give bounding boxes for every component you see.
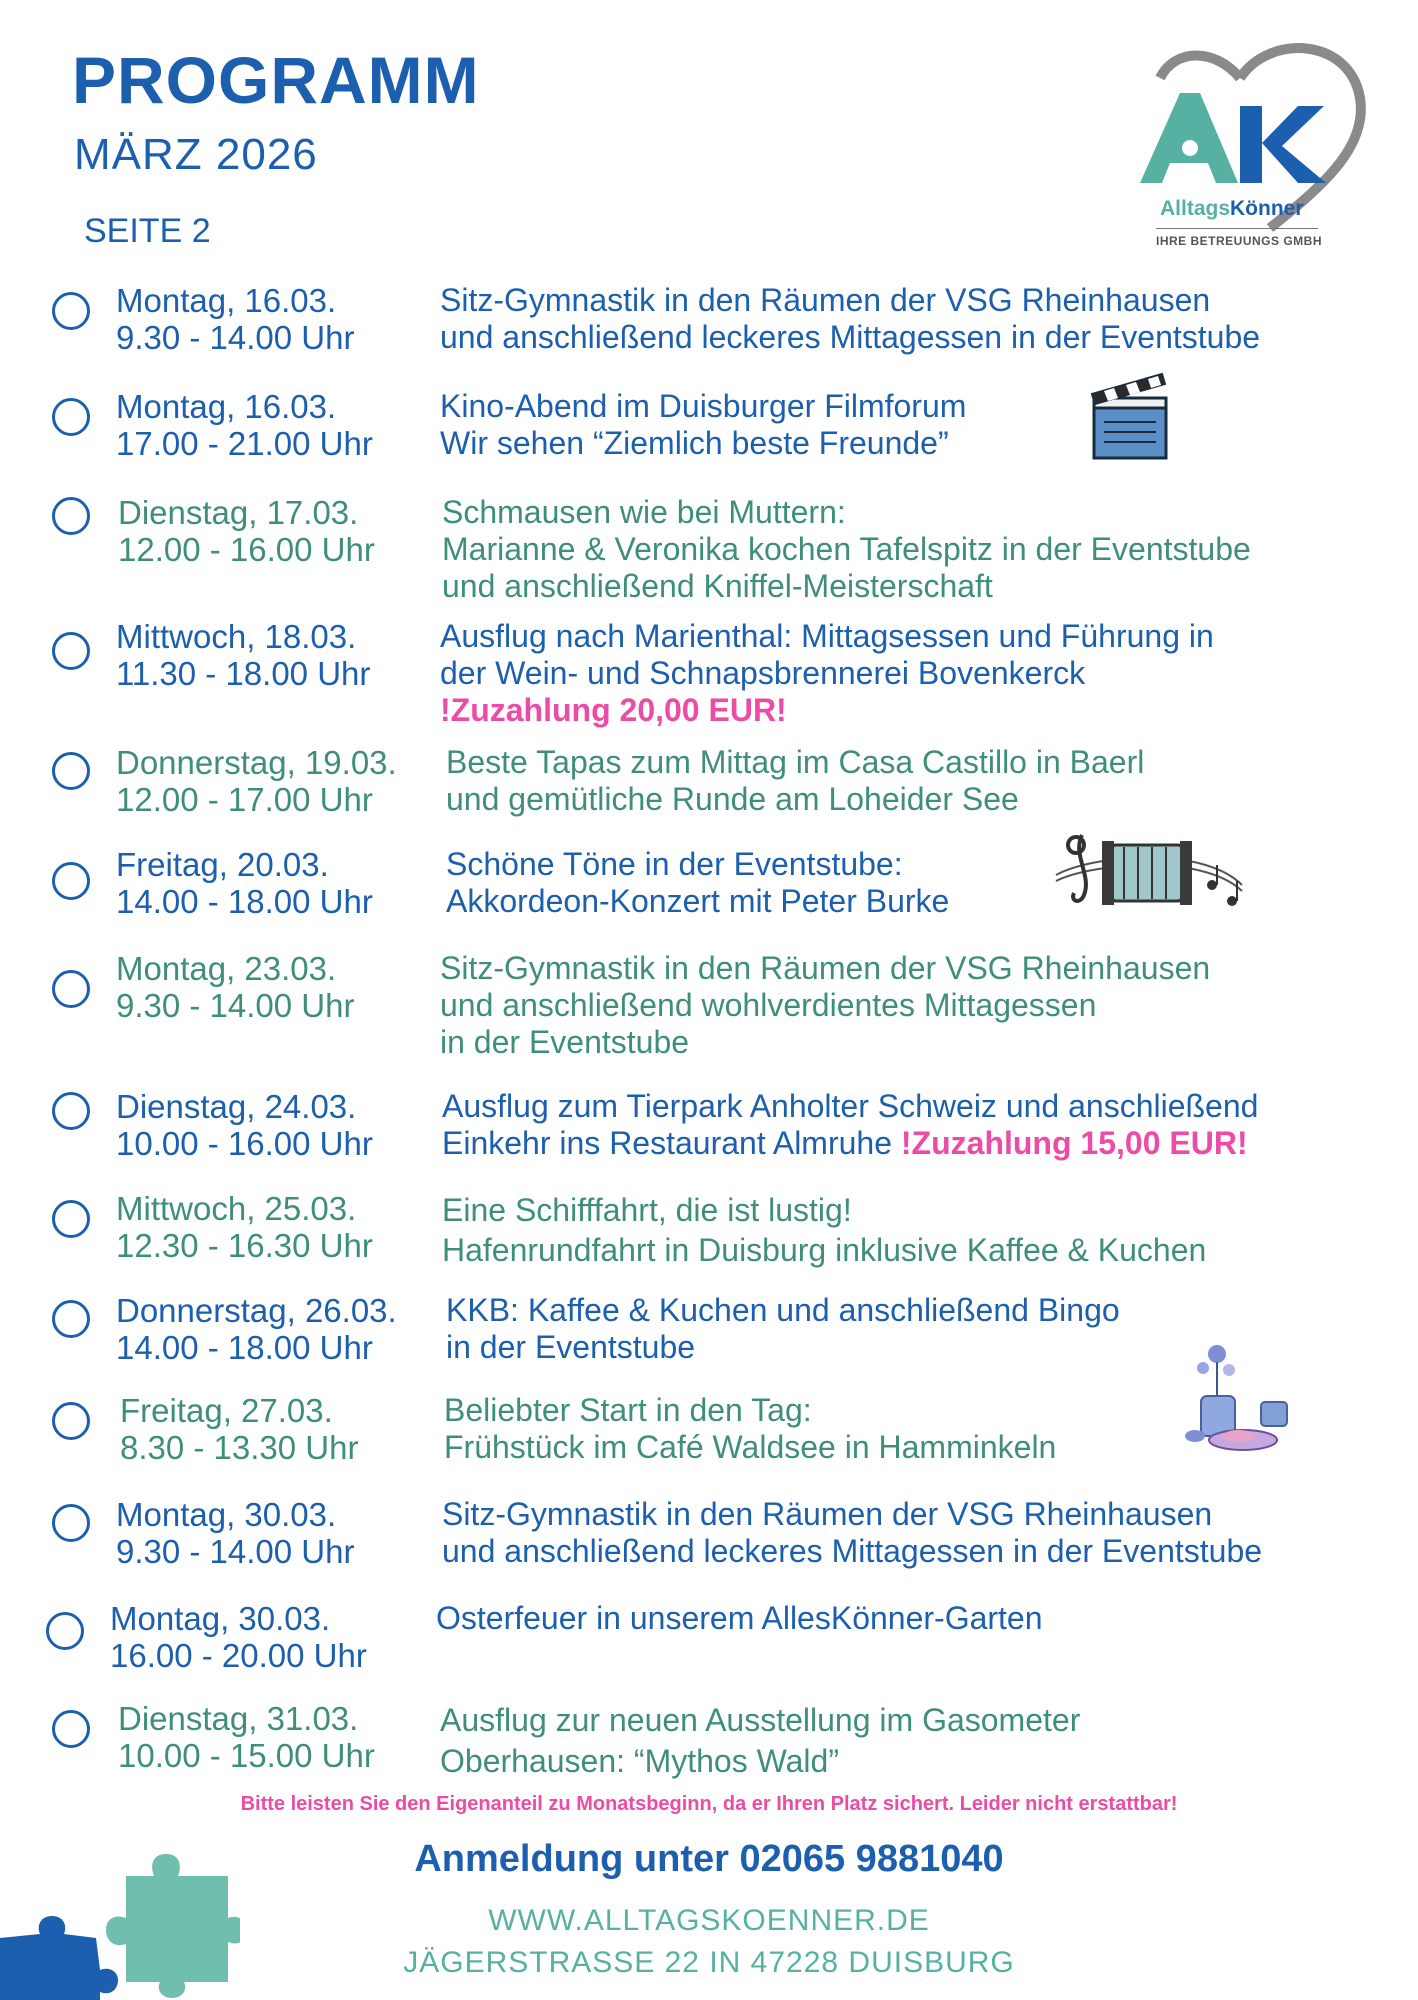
event-checkbox[interactable] (52, 1710, 90, 1748)
event-day: Montag, 16.03. (116, 282, 337, 319)
event-description: Osterfeuer in unserem AllesKönner-Garten (436, 1600, 1043, 1636)
event-day: Dienstag, 24.03. (116, 1088, 357, 1125)
page-number: SEITE 2 (84, 212, 211, 250)
event-time: 10.00 - 16.00 Uhr (116, 1125, 373, 1162)
event-description: in der Eventstube (446, 1329, 696, 1365)
event-day: Montag, 23.03. (116, 950, 337, 987)
payment-notice: Bitte leisten Sie den Eigenanteil zu Monatsbeginn, da er Ihren Platz sichert. Leider nicht erstattbar! (240, 1793, 1178, 1815)
logo-tagline: IHRE BETREUUNGS GMBH (1156, 234, 1323, 248)
website-link[interactable]: WWW.ALLTAGSKOENNER.DE (488, 1904, 930, 1937)
event-description: Beste Tapas zum Mittag im Casa Castillo in Baerl (446, 744, 1145, 780)
event-description: der Wein- und Schnapsbrennerei Bovenkerck (440, 655, 1086, 691)
logo-divider (1156, 228, 1318, 229)
film-clapperboard-icon (1090, 370, 1170, 462)
event-description: Ausflug zur neuen Ausstellung im Gasometer (440, 1702, 1081, 1738)
event-checkbox[interactable] (52, 497, 90, 535)
event-description: Einkehr ins Restaurant Almruhe (442, 1125, 901, 1161)
event-day: Montag, 16.03. (116, 388, 337, 425)
event-day: Donnerstag, 26.03. (116, 1292, 397, 1329)
event-checkbox[interactable] (52, 1402, 90, 1440)
event-day: Mittwoch, 18.03. (116, 618, 357, 655)
event-description: Ausflug zum Tierpark Anholter Schweiz und anschließend (442, 1088, 1259, 1124)
event-time: 16.00 - 20.00 Uhr (110, 1637, 367, 1674)
event-checkbox[interactable] (46, 1612, 84, 1650)
event-time: 9.30 - 14.00 Uhr (116, 319, 355, 356)
event-time: 9.30 - 14.00 Uhr (116, 987, 355, 1024)
event-description: Sitz-Gymnastik in den Räumen der VSG Rheinhausen (442, 1496, 1213, 1532)
event-description: und anschließend leckeres Mittagessen in der Eventstube (440, 319, 1261, 355)
event-checkbox[interactable] (52, 632, 90, 670)
address: JÄGERSTRASSE 22 IN 47228 DUISBURG (403, 1946, 1015, 1979)
event-description: Kino-Abend im Duisburger Filmforum (440, 388, 967, 424)
event-description: Ausflug nach Marienthal: Mittagsessen und Führung in (440, 618, 1214, 654)
registration-phone: Anmeldung unter 02065 9881040 (414, 1838, 1004, 1880)
logo-wordmark: AlltagsKönner (1160, 197, 1304, 220)
event-description: Oberhausen: “Mythos Wald” (440, 1743, 839, 1779)
breakfast-illustration-icon (1185, 1340, 1307, 1458)
month-subtitle: MÄRZ 2026 (74, 130, 318, 179)
event-description: Hafenrundfahrt in Duisburg inklusive Kaffee & Kuchen (442, 1232, 1207, 1268)
puzzle-pieces-icon (0, 1830, 240, 2000)
event-checkbox[interactable] (52, 862, 90, 900)
event-day: Montag, 30.03. (110, 1600, 331, 1637)
event-time: 14.00 - 18.00 Uhr (116, 883, 373, 920)
event-day: Dienstag, 17.03. (118, 494, 359, 531)
event-checkbox[interactable] (52, 1504, 90, 1542)
event-time: 12.00 - 17.00 Uhr (116, 781, 373, 818)
event-description: Wir sehen “Ziemlich beste Freunde” (440, 425, 949, 461)
event-checkbox[interactable] (52, 398, 90, 436)
event-checkbox[interactable] (52, 970, 90, 1008)
event-description: Schmausen wie bei Muttern: (442, 494, 846, 530)
event-description: Akkordeon-Konzert mit Peter Burke (446, 883, 950, 919)
event-day: Montag, 30.03. (116, 1496, 337, 1533)
page-title: PROGRAMM (72, 43, 480, 117)
event-checkbox[interactable] (52, 292, 90, 330)
event-time: 8.30 - 13.30 Uhr (120, 1429, 359, 1466)
event-description: Sitz-Gymnastik in den Räumen der VSG Rheinhausen (440, 282, 1211, 318)
event-description: in der Eventstube (440, 1024, 690, 1060)
event-description: Schöne Töne in der Eventstube: (446, 846, 903, 882)
event-time: 17.00 - 21.00 Uhr (116, 425, 373, 462)
event-day: Freitag, 27.03. (120, 1392, 333, 1429)
surcharge-note: !Zuzahlung 15,00 EUR! (900, 1125, 1248, 1161)
event-description: und gemütliche Runde am Loheider See (446, 781, 1019, 817)
event-time: 10.00 - 15.00 Uhr (118, 1737, 375, 1774)
event-description: und anschließend wohlverdientes Mittagessen (440, 987, 1097, 1023)
accordion-music-icon (1052, 815, 1246, 919)
event-description: Eine Schifffahrt, die ist lustig! (442, 1192, 852, 1228)
event-description: KKB: Kaffee & Kuchen und anschließend Bingo (446, 1292, 1120, 1328)
event-time: 14.00 - 18.00 Uhr (116, 1329, 373, 1366)
event-checkbox[interactable] (52, 1300, 90, 1338)
event-day: Donnerstag, 19.03. (116, 744, 397, 781)
event-description: Beliebter Start in den Tag: (444, 1392, 812, 1428)
event-description: und anschließend Kniffel-Meisterschaft (442, 568, 993, 604)
alltagskoenner-logo (1120, 38, 1370, 258)
surcharge-note: !Zuzahlung 20,00 EUR! (440, 692, 787, 728)
event-day: Mittwoch, 25.03. (116, 1190, 357, 1227)
event-time: 11.30 - 18.00 Uhr (116, 655, 371, 692)
event-description: Sitz-Gymnastik in den Räumen der VSG Rheinhausen (440, 950, 1211, 986)
event-description: Marianne & Veronika kochen Tafelspitz in der Eventstube (442, 531, 1251, 567)
event-day: Freitag, 20.03. (116, 846, 329, 883)
event-time: 12.00 - 16.00 Uhr (118, 531, 375, 568)
event-description: und anschließend leckeres Mittagessen in der Eventstube (442, 1533, 1263, 1569)
event-checkbox[interactable] (52, 1092, 90, 1130)
event-time: 9.30 - 14.00 Uhr (116, 1533, 355, 1570)
event-day: Dienstag, 31.03. (118, 1700, 359, 1737)
event-description: Frühstück im Café Waldsee in Hamminkeln (444, 1429, 1057, 1465)
event-time: 12.30 - 16.30 Uhr (116, 1227, 373, 1264)
event-checkbox[interactable] (52, 1200, 90, 1238)
event-checkbox[interactable] (52, 752, 90, 790)
